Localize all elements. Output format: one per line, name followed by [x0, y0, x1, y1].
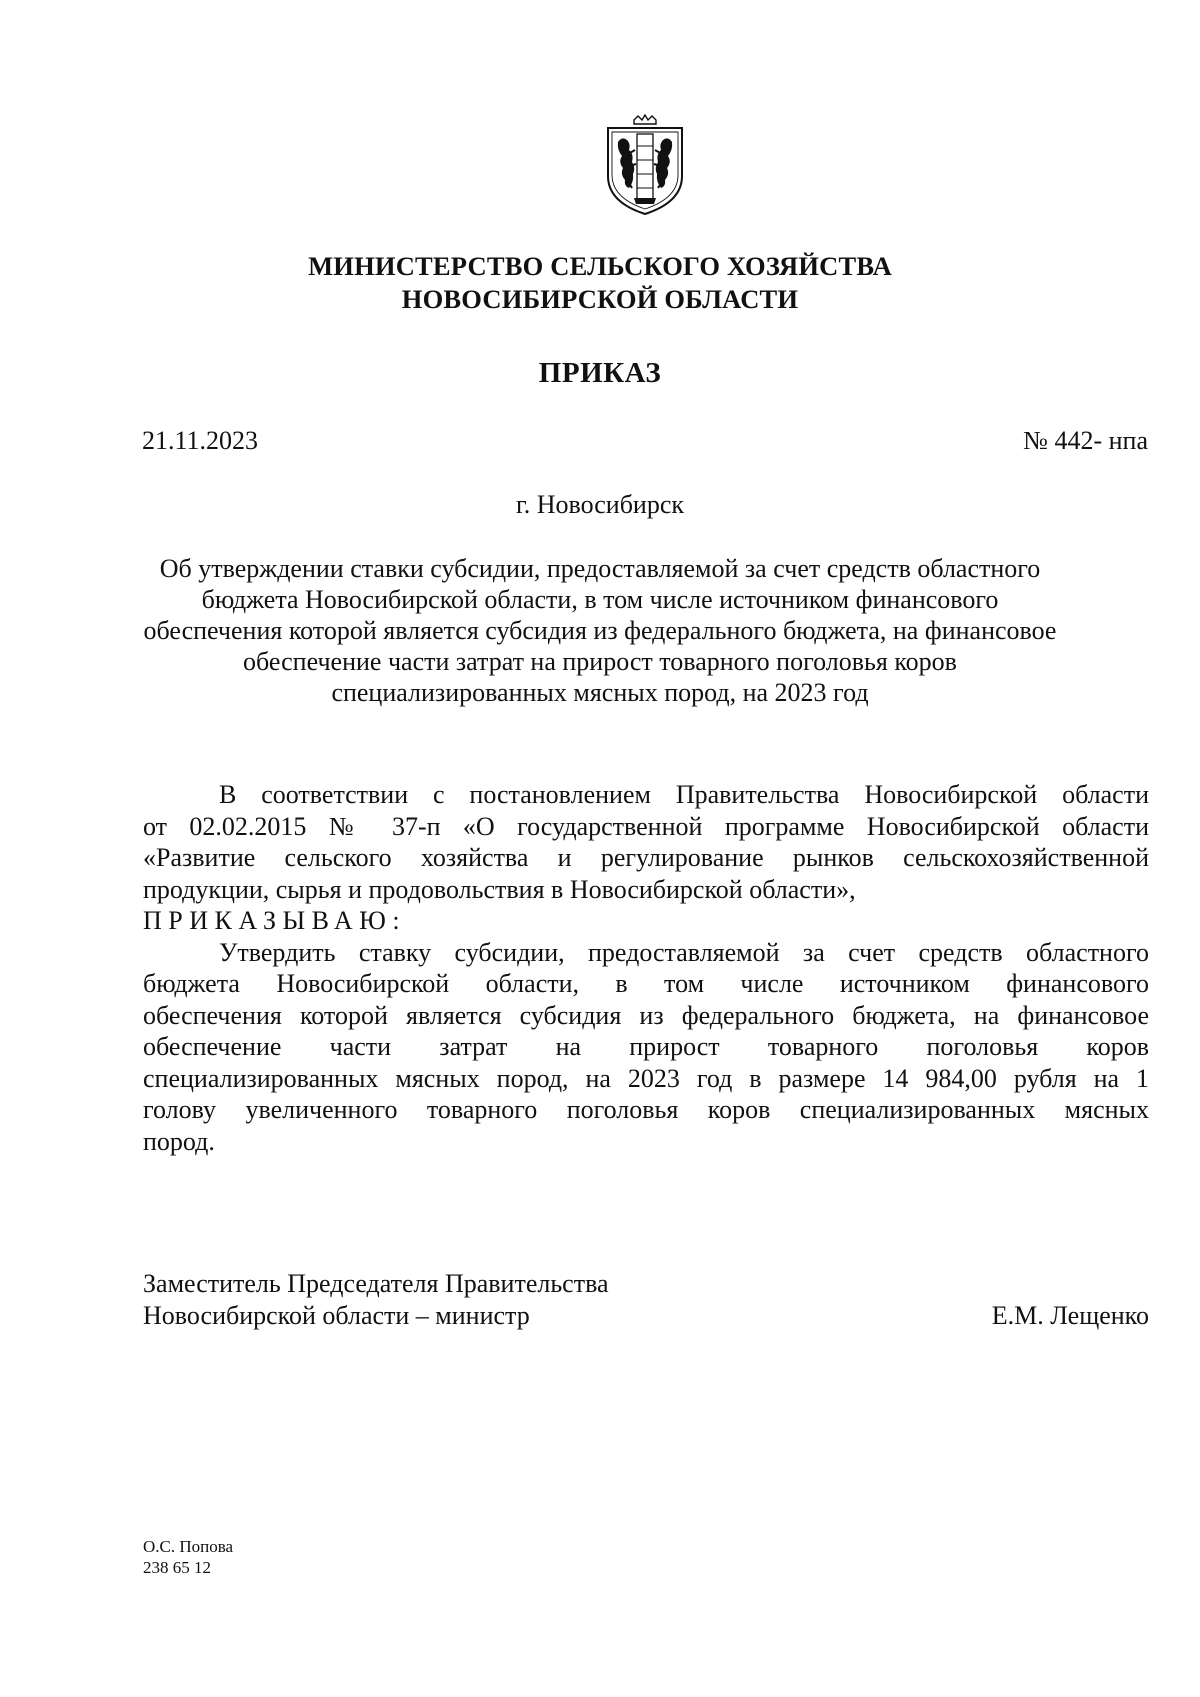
decision-line: Утвердить ставку субсидии, предоставляемой за счет средств областного: [219, 937, 1149, 967]
document-subject: [120, 553, 1080, 708]
decision-line: специализированных мясных пород, на 2023 год в размере 14 984,00 рубля на 1: [143, 1063, 1149, 1093]
decision-line: голову увеличенного товарного поголовья коров специализированных мясных: [143, 1095, 1149, 1124]
subject-line: специализированных мясных пород, на 2023 год: [331, 678, 869, 707]
preamble-line: от 02.02.2015 № 37-п «О государственной программе Новосибирской области: [143, 811, 1149, 841]
decision-line: бюджета Новосибирской области, в том числе источником финансового: [143, 969, 1149, 998]
signature-block: [143, 1268, 1149, 1332]
order-word: ПРИКАЗЫВАЮ:: [143, 906, 407, 935]
preamble-line: В соответствии с постановлением Правительства Новосибирской области: [219, 780, 1149, 809]
novosibirsk-coat-of-arms-icon: [604, 114, 686, 218]
subject-line: обеспечения которой является субсидия из федерального бюджета, на финансовое: [143, 616, 1057, 645]
signatory-name: Е.М. Лещенко: [991, 1301, 1149, 1330]
executor-name: О.С. Попова: [143, 1537, 234, 1556]
executor-phone: 238 65 12: [143, 1558, 211, 1577]
subject-line: Об утверждении ставки субсидии, предоставляемой за счет средств областного: [159, 554, 1041, 583]
subject-line: обеспечение части затрат на прирост товарного поголовья коров: [243, 647, 957, 676]
document-type-title: ПРИКАЗ: [538, 357, 662, 389]
document-city: г. Новосибирск: [515, 490, 685, 519]
subject-line: бюджета Новосибирской области, в том числе источником финансового: [201, 585, 999, 614]
decision-line: пород.: [143, 1126, 215, 1156]
decision-line: обеспечения которой является субсидия из федерального бюджета, на финансовое: [143, 1000, 1149, 1030]
ministry-name-line: МИНИСТЕРСТВО СЕЛЬСКОГО ХОЗЯЙСТВА: [308, 251, 892, 281]
ministry-name-line: НОВОСИБИРСКОЙ ОБЛАСТИ: [401, 284, 799, 314]
decision-line: обеспечение части затрат на прирост товарного поголовья коров: [143, 1032, 1149, 1061]
executor-info: [143, 1536, 233, 1578]
document-date: 21.11.2023: [142, 426, 259, 455]
preamble-line: продукции, сырья и продовольствия в Новосибирской области»,: [143, 874, 856, 904]
signatory-position: Заместитель Председателя Правительства: [143, 1269, 609, 1298]
document-body: [143, 779, 1149, 1157]
signatory-position: Новосибирской области – министр: [143, 1301, 530, 1330]
ministry-name: [0, 250, 1200, 316]
preamble-line: «Развитие сельского хозяйства и регулирование рынков сельскохозяйственной: [143, 843, 1149, 872]
document-number: № 442- нпа: [1023, 426, 1148, 455]
